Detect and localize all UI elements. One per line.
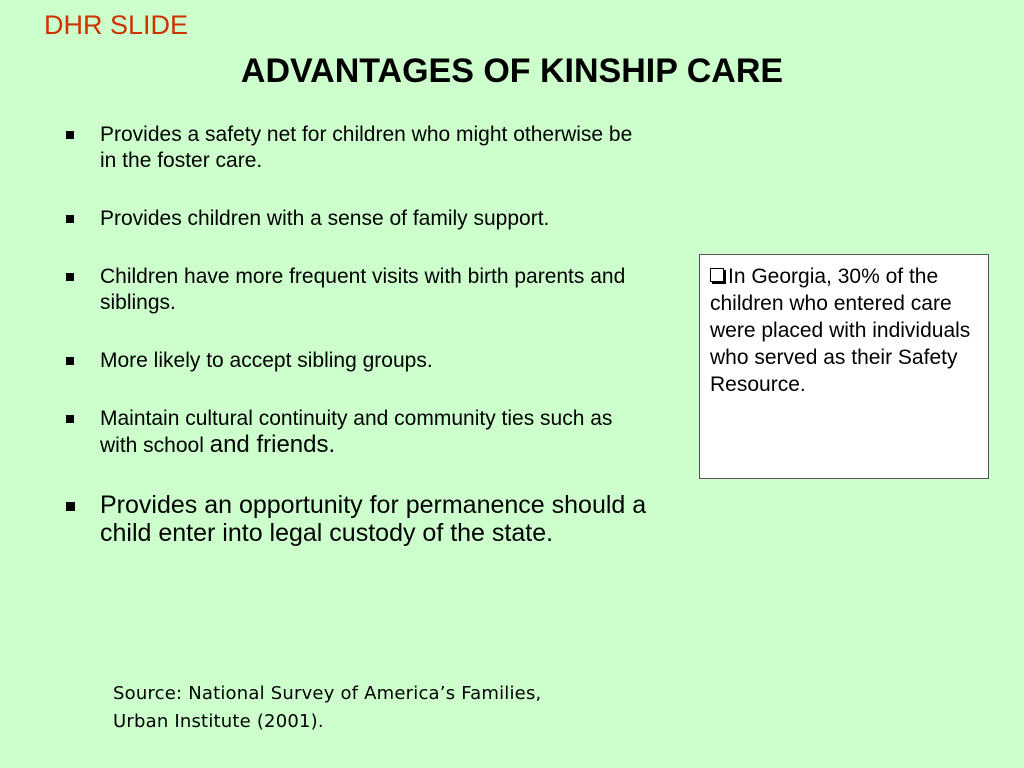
square-bullet-icon	[66, 131, 74, 139]
bullet-item	[60, 406, 650, 459]
square-bullet-icon	[66, 357, 74, 365]
bullet-text: More likely to accept sibling groups.	[100, 349, 433, 372]
bullet-item	[60, 348, 650, 374]
square-bullet-icon	[66, 215, 74, 223]
square-bullet-icon	[66, 502, 75, 511]
bullet-text: Children have more frequent visits with birth parents and siblings.	[100, 265, 626, 314]
bullet-text: Provides children with a sense of family support.	[100, 207, 550, 230]
bullet-text: Maintain cultural continuity and community ties such as with school	[100, 407, 613, 457]
bullet-text: Provides an opportunity for permanence should a child enter into legal custody of the state.	[100, 491, 647, 547]
source-note: Source: National Survey of America’s Families, Urban Institute (2001).	[113, 683, 542, 732]
checkbox-icon	[710, 268, 724, 282]
square-bullet-icon	[66, 273, 74, 281]
bullet-list	[60, 122, 650, 579]
bullet-text: Provides a safety net for children who might otherwise be in the foster care.	[100, 123, 633, 172]
bullet-item	[60, 264, 650, 316]
callout-text: In Georgia, 30% of the children who entered care were placed with individuals who served as their Safety Resource.	[710, 265, 971, 396]
slide-title: ADVANTAGES OF KINSHIP CARE	[240, 52, 784, 90]
callout-box	[699, 254, 989, 479]
bullet-item	[60, 122, 650, 174]
square-bullet-icon	[66, 415, 74, 423]
bullet-text-tail: and friends.	[209, 431, 336, 458]
slide-label: DHR SLIDE	[44, 10, 189, 40]
bullet-item	[60, 491, 650, 547]
bullet-item	[60, 206, 650, 232]
